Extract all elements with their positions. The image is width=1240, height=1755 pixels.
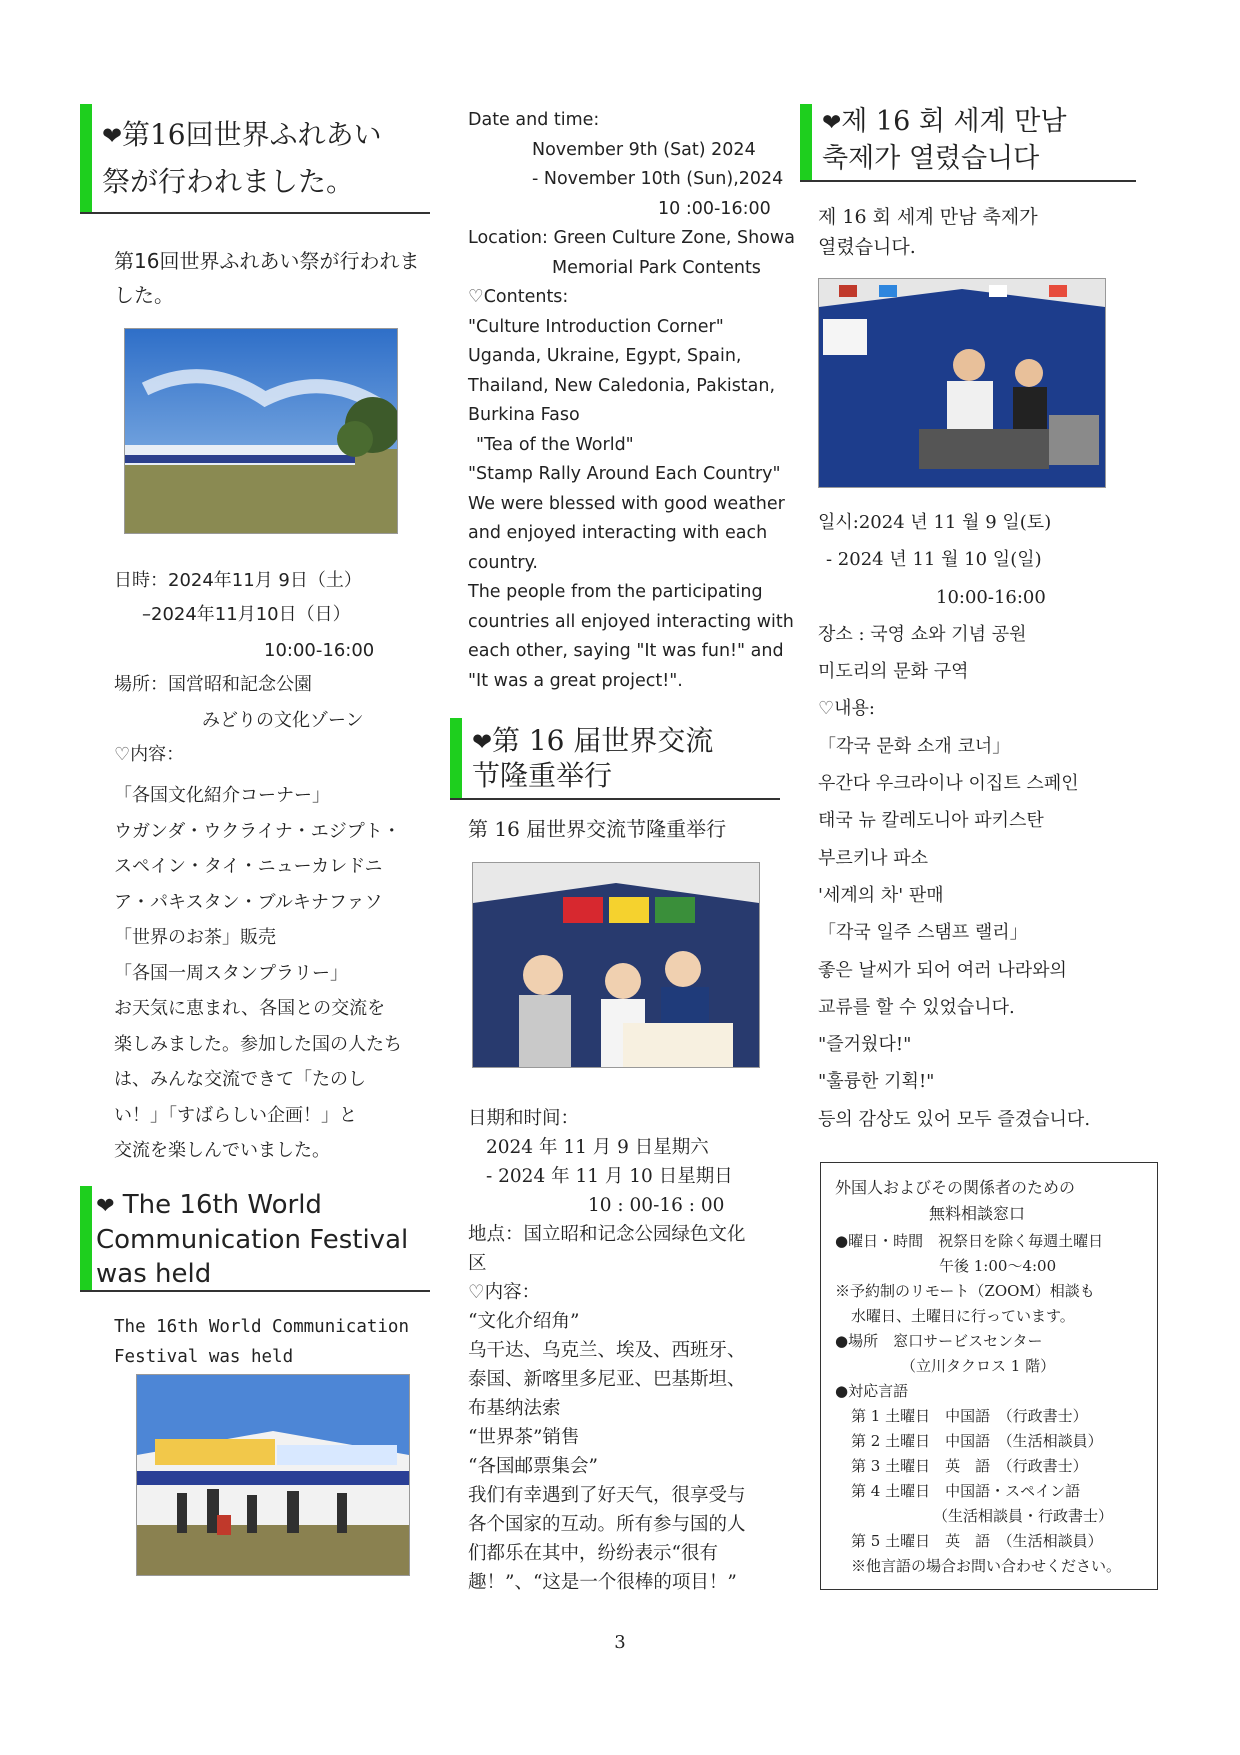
en-heading-accent-bar	[80, 1186, 92, 1290]
page-number: 3	[614, 1632, 626, 1653]
ko-intro: 제 16 회 세계 만남 축제가 열렸습니다.	[818, 206, 1038, 258]
ko-heading-line2: 축제가 열렸습니다	[822, 143, 1040, 174]
en-body-line: countries all enjoyed interacting with	[468, 611, 794, 632]
heart-outline-icon: ♡	[468, 1282, 485, 1303]
ko-body-line: 일시:2024 년 11 월 9 일(토)	[818, 512, 1052, 533]
heart-outline-icon: ♡	[818, 698, 835, 720]
jp-body-line: お天気に恵まれ、各国との交流を	[114, 998, 386, 1019]
consult-line: 午後 1:00～4:00	[939, 1257, 1057, 1275]
zh-body-line: “世界茶”销售	[468, 1427, 580, 1448]
consult-line: （生活相談員・行政書士）	[933, 1507, 1114, 1525]
heart-icon: ❤	[822, 110, 842, 136]
ko-heading	[800, 104, 1136, 182]
en-heading-line3: was held	[96, 1259, 212, 1289]
jp-place-zone: みどりの文化ゾーン	[202, 710, 364, 731]
consult-line: 第 5 土曜日 英 語 （生活相談員）	[851, 1532, 1103, 1550]
jp-body-line: 「世界のお茶」販売	[114, 927, 276, 948]
jp-heading-line2: 祭が行われました。	[102, 165, 355, 198]
jp-body-line: ア・パキスタン・ブルキナファソ	[114, 891, 383, 913]
ko-body-line: - 2024 년 11 월 10 일(일)	[826, 549, 1042, 571]
heart-icon: ❤	[96, 1193, 115, 1219]
jp-body-line: 「各国一周スタンプラリー」	[114, 962, 348, 984]
jp-contents-label: ♡内容：	[114, 744, 185, 765]
consult-line: ●曜日・時間 祝祭日を除く毎週土曜日	[835, 1232, 1104, 1250]
consult-line: 第 4 土曜日 中国語・スペイン語	[851, 1482, 1081, 1500]
ko-body-line: ♡내용:	[818, 698, 875, 720]
en-body-line: country.	[468, 552, 538, 573]
zh-body-line: 地点：国立昭和记念公园绿色文化	[468, 1224, 746, 1245]
en-heading-line2: Communication Festival	[96, 1225, 409, 1255]
en-body-line: The people from the participating	[468, 582, 763, 602]
jp-body-line: 交流を楽しんでいました。	[114, 1140, 330, 1161]
heart-outline-icon: ♡	[468, 287, 484, 307]
ko-body-line: 등의 감상도 있어 모두 즐겼습니다.	[818, 1108, 1091, 1130]
zh-heading	[450, 718, 780, 800]
en-body-line: "Stamp Rally Around Each Country"	[468, 464, 781, 484]
en-body-line: "Culture Introduction Corner"	[468, 316, 724, 337]
zh-body-line: 日期和时间：	[468, 1108, 580, 1129]
ko-body-line: 좋은 날씨가 되어 여러 나라와의	[818, 959, 1067, 981]
en-body-line: Burkina Faso	[468, 405, 580, 425]
consult-line: 第 2 土曜日 中国語 （生活相談員）	[851, 1432, 1103, 1450]
zh-intro: 第 16 届世界交流节隆重举行	[468, 817, 727, 841]
en-body-line: - November 10th (Sun),2024	[532, 169, 784, 189]
ko-body-line: 태국 뉴 칼레도니아 파키스탄	[818, 810, 1044, 832]
jp-date: 日時：2024年11月 9日（土）	[114, 570, 362, 591]
en-body-line: Memorial Park Contents	[552, 257, 761, 278]
consult-line: 第 1 土曜日 中国語 （行政書士）	[851, 1407, 1088, 1425]
jp-body-line: ウガンダ・ウクライナ・エジプト・	[114, 820, 401, 842]
zh-body-line: 泰国、新喀里多尼亚、巴基斯坦、	[468, 1369, 746, 1390]
consult-line: 第 3 土曜日 英 語 （行政書士）	[851, 1457, 1088, 1475]
ko-body-line: "즐거웠다!"	[818, 1034, 912, 1056]
ko-body-line: 미도리의 문화 구역	[818, 661, 969, 683]
zh-body-line: ♡内容：	[468, 1282, 541, 1303]
en-body-line: "It was a great project!".	[468, 670, 683, 691]
jp-intro: 第16回世界ふれあい祭が行われました。	[114, 249, 420, 307]
en-heading	[80, 1186, 430, 1292]
jp-body-line: い！」「すばらしい企画！」と	[114, 1104, 357, 1126]
ko-body-line: 교류를 할 수 있었습니다.	[818, 996, 1015, 1018]
ko-body	[818, 504, 1148, 1138]
consultation-box	[820, 1162, 1158, 1590]
zh-body-line: “各国邮票集会”	[468, 1456, 598, 1477]
consult-subtitle: 無料相談窓口	[929, 1204, 1026, 1223]
consult-line: ●場所 窓口サービスセンター	[835, 1332, 1043, 1350]
jp-heading-line1: 第16回世界ふれあい	[121, 118, 382, 151]
heart-icon: ❤	[472, 728, 492, 756]
en-body-line: Location: Green Culture Zone, Showa	[468, 228, 795, 248]
food-stall-photo	[818, 278, 1106, 488]
consult-body	[835, 1229, 1155, 1579]
tent-visitors-photo	[472, 862, 760, 1068]
consult-line: （立川タクロス 1 階）	[901, 1357, 1056, 1375]
zh-body	[468, 1104, 798, 1597]
zh-body-line: 各个国家的互动。所有参与国的人	[468, 1514, 746, 1535]
heart-icon: ❤	[102, 122, 122, 150]
ko-body-line: "훌륭한 기획!"	[818, 1071, 935, 1093]
ko-body-line: 「각국 일주 스탬프 랠리」	[818, 922, 1028, 944]
jp-time: 10:00-16:00	[264, 640, 375, 661]
zh-body-line: 区	[468, 1253, 487, 1274]
en-body-line: "Tea of the World"	[476, 434, 634, 455]
jp-body-line: 「各国文化紹介コーナー」	[114, 785, 330, 806]
ko-body-line: 부르키나 파소	[818, 847, 929, 869]
zh-heading-line2: 节隆重举行	[472, 759, 613, 792]
jp-heading-accent-bar	[80, 104, 92, 212]
jp-date-end: –2024年11月10日（日）	[142, 604, 351, 625]
zh-body-line: 10 : 00-16 : 00	[588, 1195, 725, 1216]
zh-body-line: 们都乐在其中，纷纷表示“很有	[468, 1543, 718, 1564]
zh-body-line: 2024 年 11 月 9 日星期六	[486, 1137, 709, 1158]
jp-body-line: は、みんな交流できて「たのし	[114, 1069, 366, 1090]
ko-heading-line1: 제 16 회 세계 만남	[841, 106, 1067, 137]
festival-field-photo	[124, 328, 398, 534]
consult-line: 水曜日、土曜日に行っています。	[851, 1307, 1075, 1325]
en-body-line: and enjoyed interacting with each	[468, 523, 768, 543]
zh-body-line: 布基纳法索	[468, 1398, 561, 1419]
en-body-line: 10 :00-16:00	[658, 198, 771, 219]
festival-tents-banner-photo	[136, 1374, 410, 1576]
jp-heading	[80, 104, 430, 214]
jp-place: 場所：国営昭和記念公園	[114, 674, 312, 695]
consult-title: 外国人およびその関係者のための	[835, 1178, 1076, 1197]
zh-body-line: 乌干达、乌克兰、埃及、西班牙、	[468, 1340, 746, 1361]
jp-body	[114, 778, 444, 1169]
en-body-line: each other, saying "It was fun!" and	[468, 641, 784, 661]
consult-line: ※予約制のリモート（ZOOM）相談も	[835, 1282, 1095, 1300]
ko-heading-accent-bar	[800, 104, 812, 180]
en-body-line: We were blessed with good weather	[468, 493, 785, 514]
en-body-line: Thailand, New Caledonia, Pakistan,	[468, 375, 776, 396]
ko-body-line: '세계의 차' 판매	[818, 884, 944, 906]
en-intro: The 16th World Communication Festival was held	[114, 1317, 410, 1367]
en-body-line: ♡Contents:	[468, 287, 569, 307]
ko-body-line: 「각국 문화 소개 코너」	[818, 735, 1011, 757]
consult-line: ●対応言語	[835, 1382, 909, 1400]
ko-body-line: 10:00-16:00	[936, 586, 1046, 608]
zh-body-line: 我们有幸遇到了好天气，很享受与	[468, 1485, 746, 1506]
en-heading-line1: The 16th World	[122, 1190, 322, 1220]
zh-body-line: “文化介绍角”	[468, 1311, 580, 1332]
heart-outline-icon: ♡	[114, 744, 131, 765]
en-body-line: Uganda, Ukraine, Egypt, Spain,	[468, 346, 742, 366]
zh-heading-line1: 第 16 届世界交流	[491, 724, 714, 757]
jp-body-line: 楽しみました。参加した国の人たち	[114, 1033, 402, 1055]
zh-body-line: - 2024 年 11 月 10 日星期日	[486, 1166, 733, 1187]
zh-body-line: 趣！”、“这是一个很棒的项目！”	[468, 1572, 737, 1593]
en-body	[468, 106, 798, 696]
en-body-line: Date and time:	[468, 110, 600, 130]
jp-body-line: スペイン・タイ・ニューカレドニ	[114, 856, 383, 877]
ko-body-line: 우간다 우크라이나 이집트 스페인	[818, 773, 1079, 795]
en-body-line: November 9th (Sat) 2024	[532, 139, 756, 160]
ko-body-line: 장소 : 국영 쇼와 기념 공원	[818, 623, 1027, 645]
zh-heading-accent-bar	[450, 718, 462, 798]
consult-line: ※他言語の場合お問い合わせください。	[851, 1557, 1122, 1575]
